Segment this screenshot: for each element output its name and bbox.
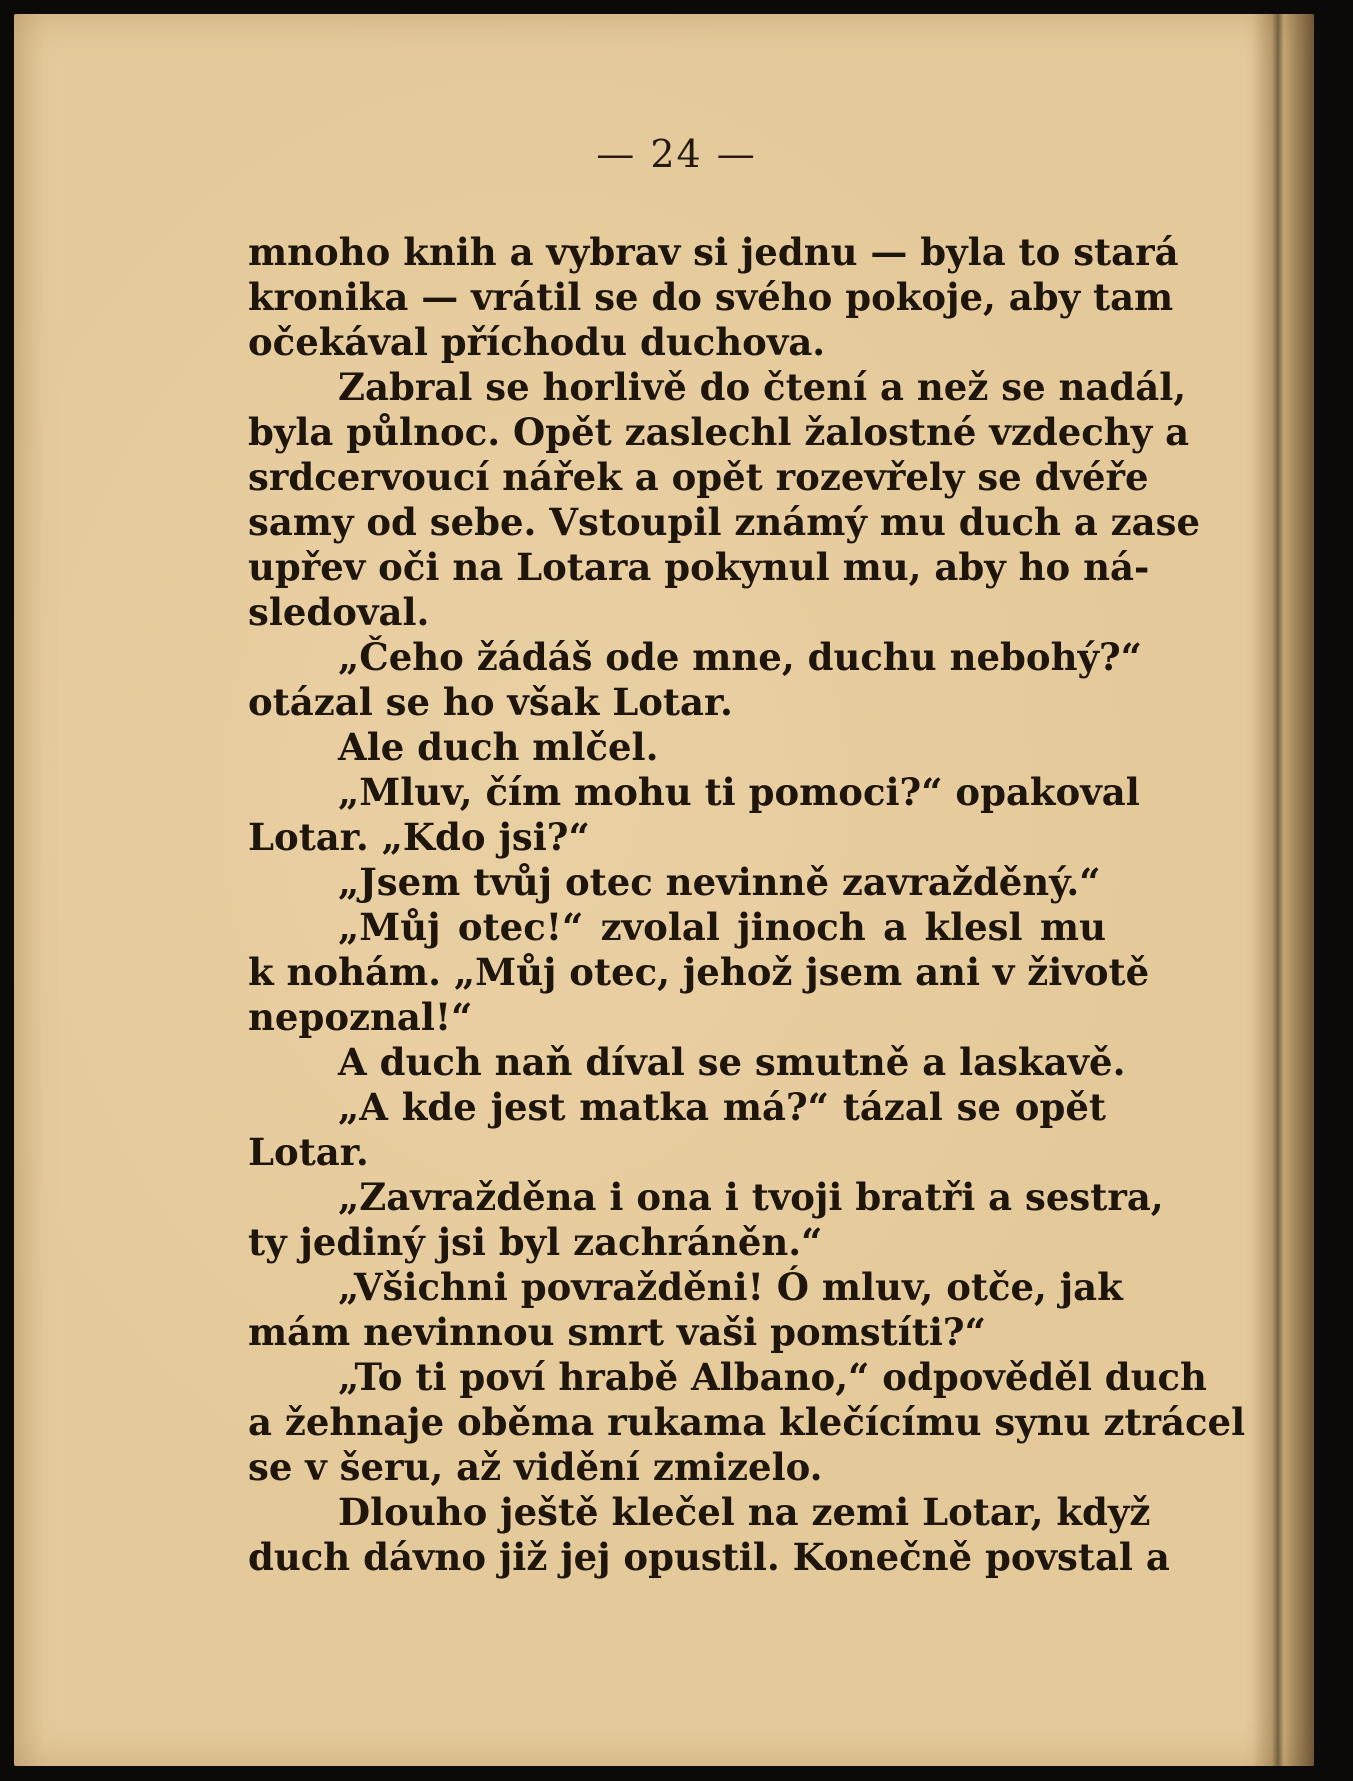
text-line: Lotar. (248, 1130, 369, 1174)
text-line: srdcervoucí nářek a opět rozevřely se dvéře (248, 455, 1149, 499)
text-line: mám nevinnou smrt vaši pomstíti?“ (248, 1310, 986, 1354)
text-line: A duch naň díval se smutně a laskavě. (338, 1040, 1126, 1084)
text-line: „A kde jest matka má?“ tázal se opět (338, 1085, 1106, 1129)
text-line: Ale duch mlčel. (338, 725, 659, 769)
text-line: ty jediný jsi byl zachráněn.“ (248, 1220, 823, 1264)
text-line: „Můj otec!“ zvolal jinoch a klesl mu (338, 905, 1106, 949)
text-line: upřev oči na Lotara pokynul mu, aby ho ná- (248, 545, 1150, 589)
text-line: byla půlnoc. Opět zaslechl žalostné vzdechy a (248, 410, 1190, 454)
text-line: kronika — vrátil se do svého pokoje, aby tam (248, 275, 1174, 319)
text-line: mnoho knih a vybrav si jednu — byla to stará (248, 230, 1179, 274)
text-line: duch dávno již jej opustil. Konečně povstal a (248, 1535, 1170, 1579)
text-line: očekával příchodu duchova. (248, 320, 826, 364)
book-spine-shadow (1252, 14, 1314, 1766)
text-line: se v šeru, až vidění zmizelo. (248, 1445, 823, 1489)
text-line: Zabral se horlivě do čtení a než se nadál, (338, 365, 1187, 409)
text-line: a žehnaje oběma rukama klečícímu synu ztrácel (248, 1400, 1246, 1444)
page-number: — 24 — (596, 132, 757, 176)
text-line: samy od sebe. Vstoupil známý mu duch a zase (248, 500, 1201, 544)
text-line: k nohám. „Můj otec, jehož jsem ani v životě (248, 950, 1150, 994)
body-text (248, 230, 1246, 1580)
text-line: „Zavražděna i ona i tvoji bratři a sestra, (338, 1175, 1164, 1219)
text-line: „To ti poví hrabě Albano,“ odpověděl duch (338, 1355, 1207, 1399)
text-line: „Mluv, čím mohu ti pomoci?“ opakoval (338, 770, 1140, 814)
text-line: „Všichni povražděni! Ó mluv, otče, jak (338, 1265, 1123, 1309)
text-line: „Jsem tvůj otec nevinně zavražděný.“ (338, 860, 1101, 904)
text-line: „Čeho žádáš ode mne, duchu nebohý?“ (338, 635, 1142, 679)
text-line: otázal se ho však Lotar. (248, 680, 733, 724)
text-line: Lotar. „Kdo jsi?“ (248, 815, 590, 859)
text-line: sledoval. (248, 590, 430, 634)
text-line: Dlouho ještě klečel na zemi Lotar, když (338, 1490, 1151, 1534)
text-line: nepoznal!“ (248, 995, 473, 1039)
